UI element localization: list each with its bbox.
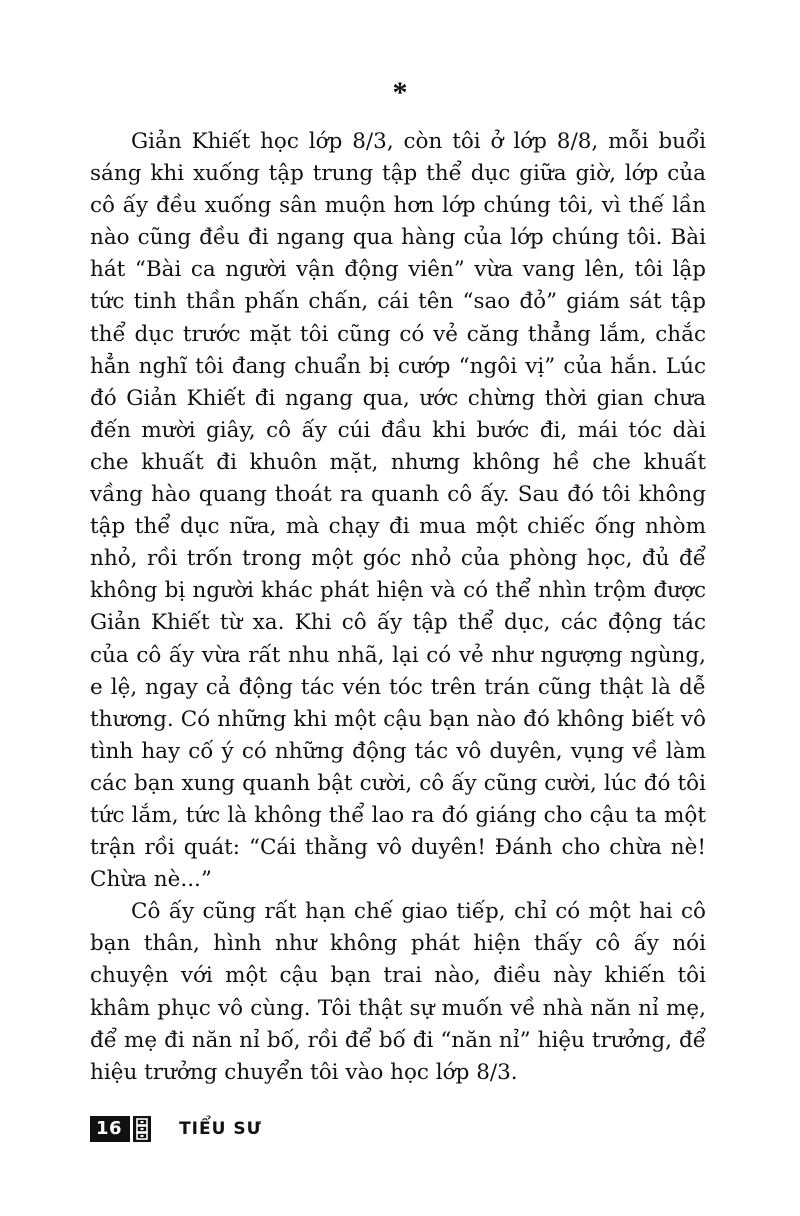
paragraph: Giản Khiết học lớp 8/3, còn tôi ở lớp 8/8, mỗi buổi sáng khi xuống tập trung tập thể dục giữa giờ, lớp của cô ấy đều xuống sân muộn hơn lớp chúng tôi, vì thế lần nào cũng đều đi ngang qua hàng của lớp chúng tôi. Bài hát “Bài ca người vận động viên” vừa vang lên, tôi lập tức tinh thần phấn chấn, cái tên “sao đỏ” giám sát tập thể dục trước mặt tôi cũng có vẻ căng thẳng lắm, chắc hẳn nghĩ tôi đang chuẩn bị cướp “ngôi vị” của hắn. Lúc đó Giản Khiết đi ngang qua, ước chừng thời gian chưa đến mười giây, cô ấy cúi đầu khi bước đi, mái tóc dài che khuất đi khuôn mặt, nhưng không hề che khuất vầng hào quang thoát ra quanh cô ấy. Sau đó tôi không tập thể dục nữa, mà chạy đi mua một chiếc ống nhòm nhỏ, rồi trốn trong một góc nhỏ của phòng học, đủ để không bị người khác phát hiện và có thể nhìn trộm được Giản Khiết từ xa. Khi cô ấy tập thể dục, các động tác của cô ấy vừa rất nhu nhã, lại có vẻ như ngượng ngùng, e lệ, ngay cả động tác vén tóc trên trán cũng thật là dễ thương. Có những khi một cậu bạn nào đó không biết vô tình hay cố ý có những động tác vô duyên, vụng về làm các bạn xung quanh bật cười, cô ấy cũng cười, lúc đó tôi tức lắm, tức là không thể lao ra đó giáng cho cậu ta một trận rồi quát: “Cái thằng vô duyên! Đánh cho chừa nè! Chừa nè...”	[90, 129, 706, 893]
page-footer	[90, 1116, 262, 1142]
page-number: 16	[90, 1116, 130, 1142]
section-separator: *	[392, 76, 408, 109]
ornament-icon	[133, 1116, 151, 1142]
paragraph: Cô ấy cũng rất hạn chế giao tiếp, chỉ có một hai cô bạn thân, hình như không phát hiện thấy cô ấy nói chuyện với một cậu bạn trai nào, điều này khiến tôi khâm phục vô cùng. Tôi thật sự muốn về nhà năn nỉ mẹ, để mẹ đi năn nỉ bố, rồi để bố đi “năn nỉ” hiệu trưởng, để hiệu trưởng chuyển tôi vào học lớp 8/3.	[90, 899, 706, 1085]
body-text	[90, 126, 706, 1089]
book-title: TIỂU SƯ	[179, 1119, 262, 1139]
